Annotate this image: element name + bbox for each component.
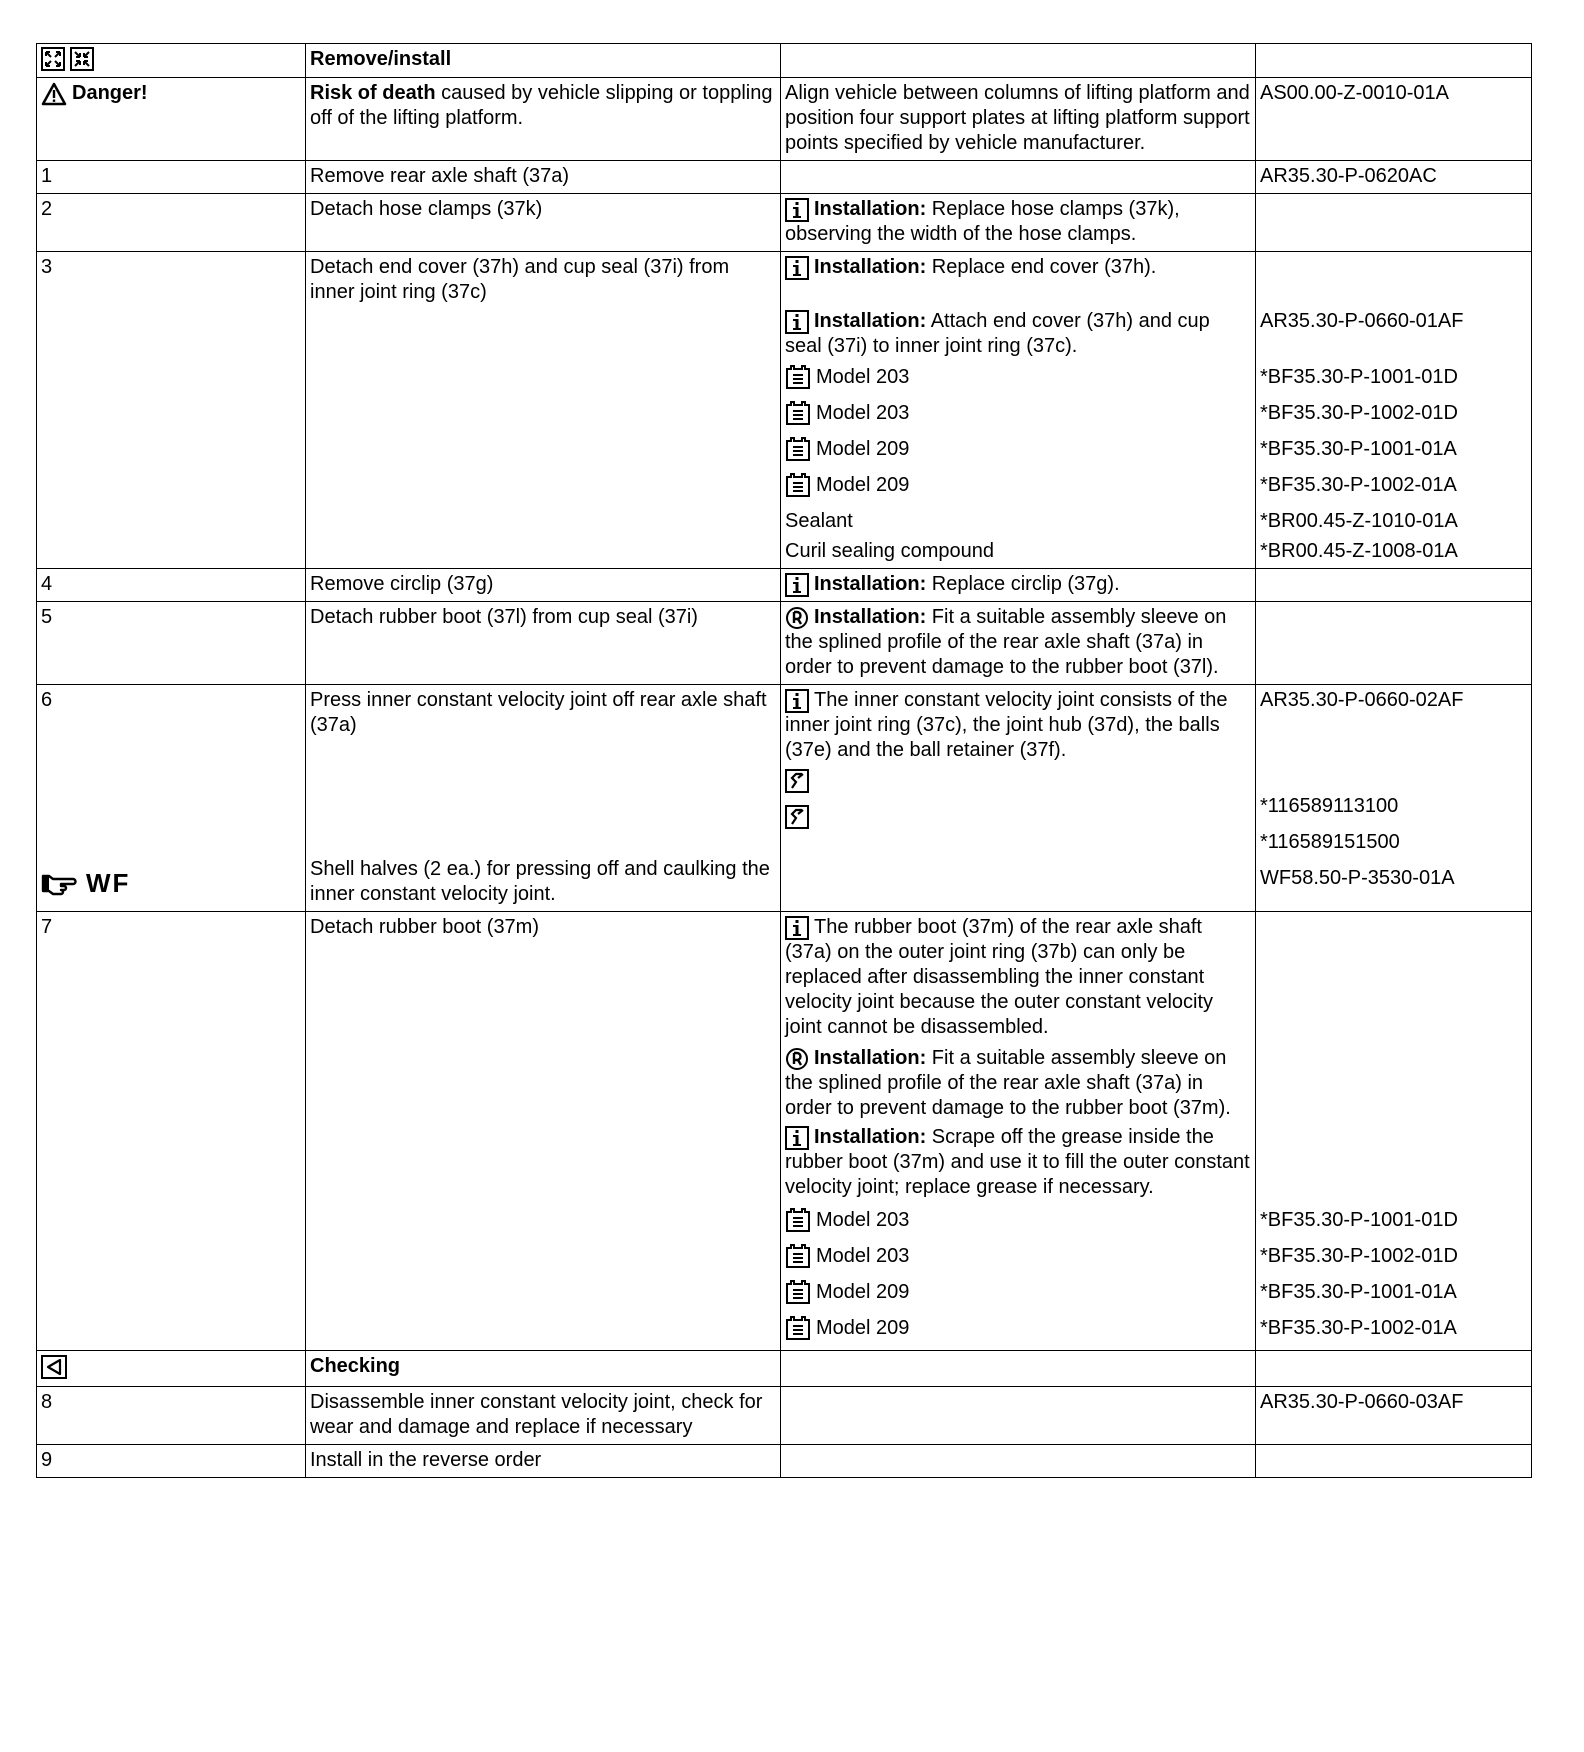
step-number: 2 <box>37 194 306 252</box>
step-code: *BF35.30-P-1002-01A <box>1260 1317 1457 1339</box>
step-number: 3 <box>37 252 306 569</box>
equipment-code: WF58.50-P-3530-01A <box>1260 867 1455 889</box>
step-text: Detach hose clamps (37k) <box>306 194 781 252</box>
info-icon <box>785 916 809 940</box>
table-row <box>37 78 1532 161</box>
step-text: Detach rubber boot (37m) <box>306 912 781 1351</box>
spec-sheet-icon <box>785 473 811 497</box>
spec-sheet-icon <box>785 365 811 389</box>
workshop-equipment-label: WF <box>86 868 131 898</box>
caution-note-icon <box>785 606 809 630</box>
info-icon <box>785 310 809 334</box>
step-code: *BF35.30-P-1002-01A <box>1260 474 1457 496</box>
danger-risk: Risk of death caused by vehicle slipping or toppling off of the lifting platform. <box>306 78 781 161</box>
table-row <box>37 1387 1532 1445</box>
list-item: Model 203 <box>785 1244 1251 1274</box>
step-code: *BF35.30-P-1001-01A <box>1260 438 1457 460</box>
step-code: *BF35.30-P-1002-01D <box>1260 1245 1458 1267</box>
step-code: *BF35.30-P-1001-01D <box>1260 1209 1458 1231</box>
list-item <box>785 769 1251 799</box>
step-text: Detach end cover (37h) and cup seal (37i) from inner joint ring (37c) <box>306 252 781 569</box>
step-code: *BF35.30-P-1001-01A <box>1260 1281 1457 1303</box>
step-text: Remove rear axle shaft (37a) <box>306 161 781 194</box>
step-code: *BF35.30-P-1001-01D <box>1260 366 1458 388</box>
spec-sheet-icon <box>785 401 811 425</box>
info-icon <box>785 573 809 597</box>
table-row: 2 Detach hose clamps (37k) Installation: Replace hose clamps (37k), observing the width of the hose clamps. <box>37 194 1532 252</box>
step-text: Remove circlip (37g) <box>306 569 781 602</box>
step-code: *BF35.30-P-1002-01D <box>1260 402 1458 424</box>
step-text: Disassemble inner constant velocity joint, check for wear and damage and replace if necessary <box>306 1387 781 1445</box>
step-number: 8 <box>37 1387 306 1445</box>
info-icon <box>785 256 809 280</box>
table-row <box>37 1445 1532 1478</box>
table-row: 6 WF Press inner constant velocity joint off rear axle shaft (37a) Shell halves (2 ea.) for pressing off and caulking the inner constant velocity joint. The inner constant velocity joint consists of the inner joint ring (37c), the joint hub (37d), the balls (37e) and the ball retainer (37f). AR35.30-P-0660-02AF *116589113100 *116589151500 WF58.50-P-3530-01A <box>37 685 1532 912</box>
step-code: AR35.30-P-0660-01AF <box>1260 310 1464 332</box>
step-number: 7 <box>37 912 306 1351</box>
step-number: 4 <box>37 569 306 602</box>
info-icon <box>785 689 809 713</box>
spec-sheet-icon <box>785 1316 811 1340</box>
install-icon <box>70 47 94 71</box>
step-number: 9 <box>37 1445 306 1478</box>
spec-sheet-icon <box>785 437 811 461</box>
step-number: 6 <box>41 689 53 711</box>
section-title: Remove/install <box>306 44 781 78</box>
table-row: 7 Detach rubber boot (37m) The rubber boot (37m) of the rear axle shaft (37a) on the outer joint ring (37b) can only be replaced after disassembling the inner constant velocity joint because the outer constant velocity joint cannot be disassembled. Installation: Fit a suitable assembly sleeve on the splined profile of the rear axle shaft (37a) in order to prevent damage to the rubber boot (37m). Installation: Scrape off the grease inside the rubber boot (37m) and use it to fill the outer constant velocity joint; replace grease if necessary. Model 203 Model 203 Model 209 Model 209 *BF35.30-P-1001-01D *BF35.30-P-1002-01D *BF35.30-P-1001-01A *BF35.30-P-1002-01A <box>37 912 1532 1351</box>
list-item: Model 209 <box>785 1316 1251 1346</box>
spec-sheet-icon <box>785 1244 811 1268</box>
header-icons-cell <box>37 44 306 78</box>
table-row: 5 Detach rubber boot (37l) from cup seal (37i) Installation: Fit a suitable assembly sleeve on the splined profile of the rear axle shaft (37a) in order to prevent damage to the rubber boot (37l). <box>37 602 1532 685</box>
table-row: 3 Detach end cover (37h) and cup seal (37i) from inner joint ring (37c) Installation: Replace end cover (37h). Installation: Attach end cover (37h) and cup seal (37i) to inner joint ring (37c). Model 203 Model 203 Model 209 Model 209 Sealant Curil sealing compound AR35.30-P-0660-01AF *BF35.30-P-1001-01D *BF35.30-P-1002-01D *BF35.30-P-1001-01A *BF35.30-P-1002-01A *BR00.45-Z-1010-01A *BR00.45-Z-1008-01A <box>37 252 1532 569</box>
section-title: Checking <box>306 1351 781 1387</box>
equipment-text: Shell halves (2 ea.) for pressing off and caulking the inner constant velocity joint. <box>310 858 770 905</box>
danger-cell <box>37 78 306 161</box>
step-number: 5 <box>37 602 306 685</box>
caution-note-icon <box>785 1047 809 1071</box>
table-row <box>37 1351 1532 1387</box>
step-code: *BR00.45-Z-1008-01A <box>1260 540 1458 562</box>
special-tool-icon <box>785 769 809 793</box>
step-text: Detach rubber boot (37l) from cup seal (37i) <box>306 602 781 685</box>
step-text: Install in the reverse order <box>306 1445 781 1478</box>
info-icon <box>785 1126 809 1150</box>
list-item: Model 209 <box>785 437 1251 467</box>
step-text: Press inner constant velocity joint off rear axle shaft (37a) <box>310 689 767 736</box>
pointing-hand-icon <box>41 872 81 896</box>
warning-triangle-icon <box>41 82 67 106</box>
remove-icon <box>41 47 65 71</box>
spec-sheet-icon <box>785 1208 811 1232</box>
spec-sheet-icon <box>785 1280 811 1304</box>
tool-code: *116589151500 <box>1260 831 1400 853</box>
step-code: AR35.30-P-0660-03AF <box>1256 1387 1532 1445</box>
info-icon <box>785 198 809 222</box>
list-item: Model 209 <box>785 1280 1251 1310</box>
list-item: Model 203 <box>785 365 1251 395</box>
danger-code: AS00.00-Z-0010-01A <box>1256 78 1532 161</box>
step-number: 1 <box>37 161 306 194</box>
table-row <box>37 161 1532 194</box>
table-row <box>37 44 1532 78</box>
tool-code: *116589113100 <box>1260 795 1399 817</box>
special-tool-icon <box>785 805 809 829</box>
list-item: Model 209 <box>785 473 1251 503</box>
checking-icon <box>41 1355 67 1379</box>
list-item: Model 203 <box>785 1208 1251 1238</box>
step-code: AR35.30-P-0620AC <box>1256 161 1532 194</box>
list-item: Curil sealing compound <box>785 540 995 562</box>
danger-label: Danger! <box>72 82 148 104</box>
step-code: *BR00.45-Z-1010-01A <box>1260 510 1458 532</box>
table-row: 4 Remove circlip (37g) Installation: Replace circlip (37g). <box>37 569 1532 602</box>
list-item: Sealant <box>785 510 853 532</box>
step-code: AR35.30-P-0660-02AF <box>1260 689 1464 711</box>
procedure-table <box>36 43 1532 1478</box>
list-item <box>785 805 1251 835</box>
list-item: Model 203 <box>785 401 1251 431</box>
danger-instruction: Align vehicle between columns of lifting platform and position four support plates at lifting platform support points specified by vehicle manufacturer. <box>781 78 1256 161</box>
